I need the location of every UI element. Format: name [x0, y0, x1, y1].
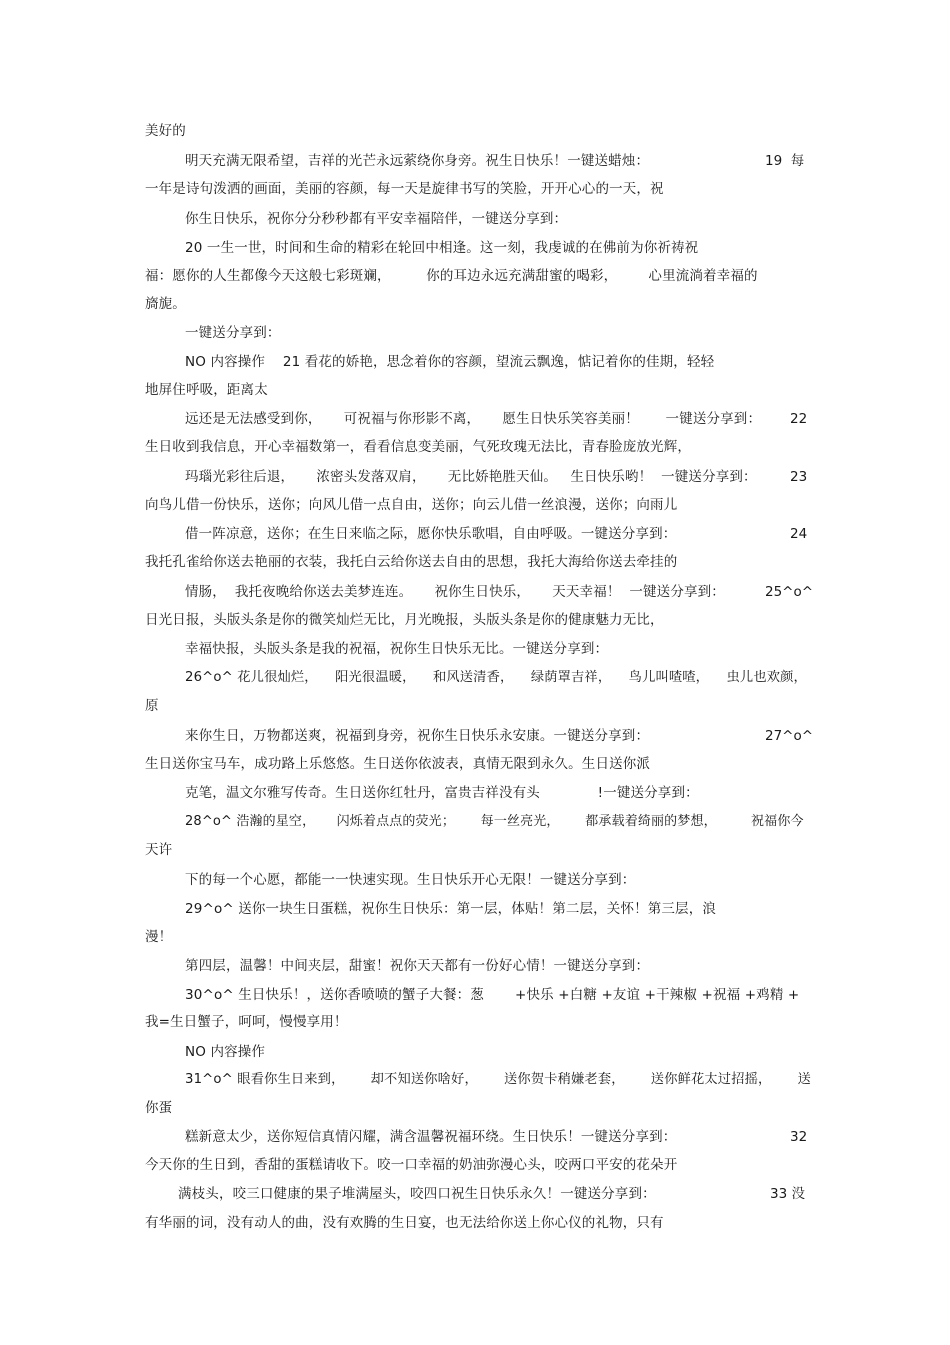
text-line: 20 一生一世，时间和生命的精彩在轮回中相逢。这一刻，我虔诚的在佛前为你祈祷祝: [185, 240, 699, 256]
text-line: 26^o^ 花儿很灿烂， 阳光很温暖， 和风送清香， 绿荫罩吉祥， 鸟儿叫喳喳， 虫儿也欢颜，: [185, 670, 807, 685]
text-line: 旖旎。: [145, 296, 186, 312]
text-line: 我托孔雀给你送去艳丽的衣装，我托白云给你送去自由的思想，我托大海给你送去牵挂的: [145, 554, 678, 570]
text-line: 向鸟儿借一份快乐，送你；向风儿借一点自由，送你；向云儿借一丝浪漫，送你；向雨儿: [145, 497, 678, 513]
text-line: 玛瑙光彩往后退， 浓密头发落双肩， 无比娇艳胜天仙。 生日快乐哟！ 一键送分享到：: [185, 469, 757, 485]
entry-number: 27^o^: [765, 728, 814, 744]
text-line: 福：愿你的人生都像今天这般七彩斑斓， 你的耳边永远充满甜蜜的喝彩， 心里流淌着幸福的: [145, 268, 758, 284]
text-line: 一键送分享到：: [185, 325, 281, 341]
text-line: 日光日报，头版头条是你的微笑灿烂无比，月光晚报，头版头条是你的健康魅力无比，: [145, 612, 664, 628]
entry-number: 22: [790, 411, 808, 427]
text-line: 明天充满无限希望，吉祥的光芒永远萦绕你身旁。祝生日快乐！一键送蜡烛：: [185, 153, 650, 169]
text-line: 下的每一个心愿，都能一一快速实现。生日快乐开心无限！一键送分享到：: [185, 872, 636, 888]
entry-number: 23: [790, 469, 808, 485]
entry-number: 25^o^: [765, 584, 814, 600]
text-line: 30^o^ 生日快乐！，送你香喷喷的蟹子大餐：葱 +快乐 +白糖 +友谊 +干辣椒 +祝福 +鸡精 +: [185, 987, 800, 1003]
entry-number: 24: [790, 526, 808, 542]
text-line: NO 内容操作: [185, 1044, 266, 1060]
text-line: 满枝头，咬三口健康的果子堆满屋头，咬四口祝生日快乐永久！一键送分享到：: [178, 1186, 656, 1202]
text-line: 来你生日，万物都送爽，祝福到身旁，祝你生日快乐永安康。一键送分享到：: [185, 728, 650, 744]
text-line: 情肠， 我托夜晚给你送去美梦连连。 祝你生日快乐， 天天幸福！ 一键送分享到：: [185, 584, 725, 600]
text-line: 一年是诗句泼洒的画面，美丽的容颜，每一天是旋律书写的笑脸，开开心心的一天，祝: [145, 181, 664, 197]
entry-number: 19 每: [765, 153, 805, 169]
text-line: 糕新意太少，送你短信真情闪耀，满含温馨祝福环绕。生日快乐！一键送分享到：: [185, 1129, 677, 1145]
entry-number: 33 没: [770, 1186, 805, 1202]
text-line: 美好的: [145, 123, 186, 139]
text-line: 天许: [145, 842, 173, 858]
text-line: 28^o^ 浩瀚的星空， 闪烁着点点的荧光； 每一丝亮光， 都承载着绮丽的梦想， 祝福你今: [185, 814, 804, 829]
text-line: 远还是无法感受到你， 可祝福与你形影不离， 愿生日快乐笑容美丽！ 一键送分享到：: [185, 411, 762, 427]
text-line: 今天你的生日到，香甜的蛋糕请收下。咬一口幸福的奶油弥漫心头，咬两口平安的花朵开: [145, 1157, 678, 1173]
text-line: 地屏住呼吸，距离太: [145, 382, 268, 398]
text-line: 29^o^ 送你一块生日蛋糕，祝你生日快乐：第一层，体贴！第二层，关怀！第三层，浪: [185, 901, 717, 917]
text-line: 幸福快报，头版头条是我的祝福，祝你生日快乐无比。一键送分享到：: [185, 641, 609, 657]
text-line: NO 内容操作 21 看花的娇艳，思念着你的容颜，望流云飘逸，惦记着你的佳期，轻轻: [185, 354, 715, 370]
text-line: 你蛋: [145, 1100, 173, 1116]
text-line: 克笔，温文尔雅写传奇。生日送你红牡丹，富贵吉祥没有头 !一键送分享到：: [185, 785, 699, 801]
text-line: 漫！: [145, 929, 173, 945]
text-line: 借一阵凉意，送你；在生日来临之际，愿你快乐歌唱，自由呼吸。一键送分享到：: [185, 526, 677, 542]
text-line: 生日收到我信息，开心幸福数第一，看看信息变美丽，气死玫瑰无法比，青春脸庞放光辉，: [145, 439, 691, 455]
text-line: 有华丽的词，没有动人的曲，没有欢腾的生日宴，也无法给你送上你心仪的礼物，只有: [145, 1215, 664, 1231]
text-line: 我=生日蟹子，呵呵，慢慢享用！: [145, 1014, 348, 1030]
text-line: 31^o^ 眼看你生日来到， 却不知送你啥好， 送你贺卡稍嫌老套， 送你鲜花太过招摇， 送: [185, 1072, 811, 1087]
text-line: 原: [145, 698, 159, 714]
text-line: 生日送你宝马车，成功路上乐悠悠。生日送你依波表，真情无限到永久。生日送你派: [145, 756, 651, 772]
text-line: 第四层，温馨！中间夹层，甜蜜！祝你天天都有一份好心情！一键送分享到：: [185, 958, 650, 974]
entry-number: 32: [790, 1129, 808, 1145]
text-line: 你生日快乐，祝你分分秒秒都有平安幸福陪伴，一键送分享到：: [185, 211, 568, 227]
